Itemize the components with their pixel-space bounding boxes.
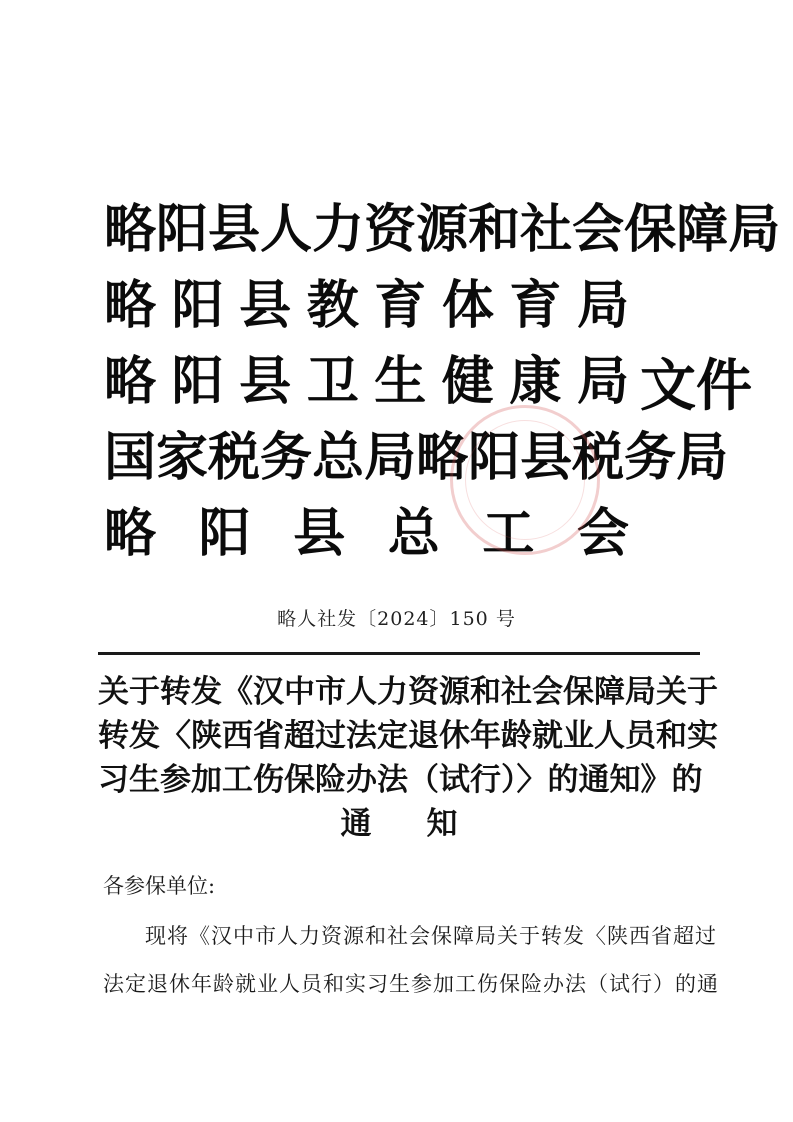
title-line: 通知 [340, 806, 513, 842]
issuer-name: 略 阳 县 总 工 会 [104, 503, 629, 564]
salutation: 各参保单位: [103, 874, 216, 898]
title-line: 转发〈陕西省超过法定退休年龄就业人员和实 [98, 718, 718, 754]
issuer-line [104, 344, 634, 420]
official-seal [450, 405, 600, 555]
paragraph-line: 现将《汉中市人力资源和社会保障局关于转发〈陕西省超过 [145, 924, 717, 948]
issuer-line [104, 268, 634, 344]
body-paragraph [103, 912, 719, 1008]
document-title [98, 670, 718, 846]
issuer-name: 略 阳 县 教 育 体 育 局 [104, 275, 629, 336]
issuer-name: 国 家 税 务 总 局 略 阳 县 税 务 局 [104, 427, 729, 488]
document-type: 文件 [640, 353, 752, 419]
document-number: 略人社发〔2024〕150 号 [277, 608, 516, 630]
paragraph-line: 法定退休年龄就业人员和实习生参加工伤保险办法（试行）的通 [103, 972, 719, 996]
issuer-name: 略 阳 县 卫 生 健 康 局 [104, 351, 629, 412]
issuer-line [104, 192, 781, 268]
title-line: 关于转发《汉中市人力资源和社会保障局关于 [98, 674, 718, 710]
title-line: 习生参加工伤保险办法（试行）〉的通知》的 [98, 762, 703, 798]
issuer-name: 略 阳 县 人 力 资 源 和 社 会 保 障 局 [104, 199, 781, 260]
header-divider [98, 652, 700, 655]
